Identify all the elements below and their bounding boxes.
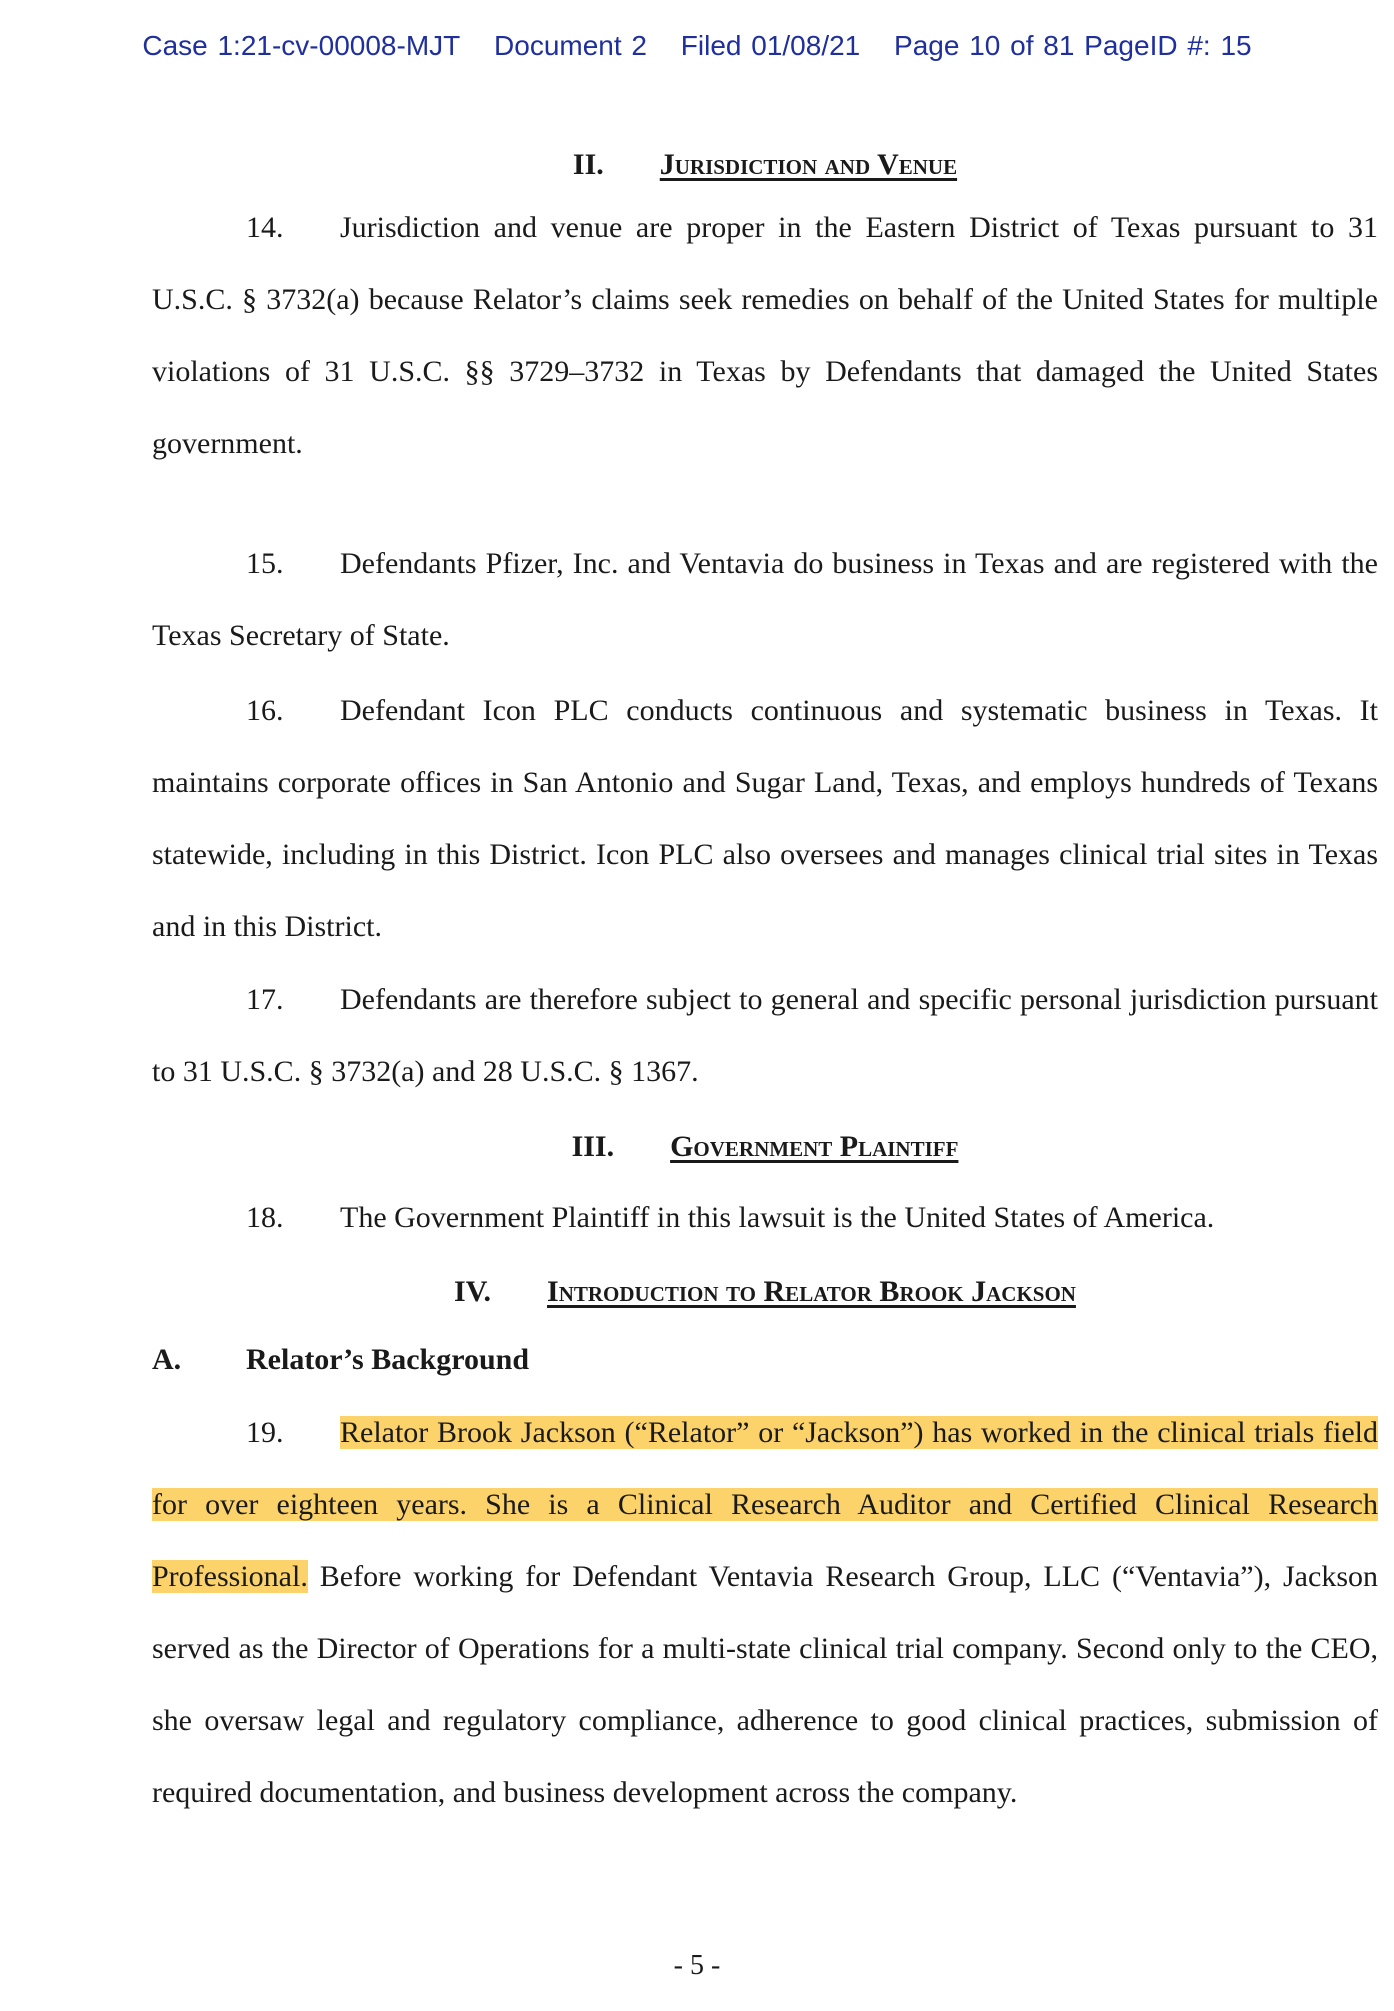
paragraph-number: 19. xyxy=(246,1416,284,1449)
paragraph-text: The Government Plaintiff in this lawsuit is the United States of America. xyxy=(340,1201,1215,1234)
section-number: II. xyxy=(572,148,604,181)
section-title: Introduction to Relator Brook Jackson xyxy=(547,1275,1076,1308)
paragraph-text: Defendant Icon PLC conducts continuous and systematic business in Texas. It maintains corporate offices in San Antonio and Sugar Land, Texas, and employs hundreds of Texans statewide, including in this District. Icon PLC also oversees and manages clinical trial sites in Texas and in this District. xyxy=(152,694,1378,943)
page-id: Page 10 of 81 PageID #: 15 xyxy=(894,30,1252,61)
paragraph-text: Jurisdiction and venue are proper in the Eastern District of Texas pursuant to 31 U.S.C. § 3732(a) because Relator’s claims seek remedies on behalf of the United States for multiple violations of 31 U.S.C. §§ 3729–3732 in Texas by Defendants that damaged the United States government. xyxy=(152,211,1378,460)
paragraph-15 xyxy=(152,528,1378,672)
section-heading-government-plaintiff xyxy=(152,1130,1378,1164)
paragraph-14 xyxy=(152,192,1378,480)
paragraph-number: 14. xyxy=(246,211,284,244)
paragraph-17 xyxy=(152,964,1378,1108)
paragraph-text: Defendants Pfizer, Inc. and Ventavia do business in Texas and are registered with the Texas Secretary of State. xyxy=(152,547,1378,652)
paragraph-16 xyxy=(152,675,1378,963)
paragraph-number: 15. xyxy=(246,547,284,580)
paragraph-19 xyxy=(152,1397,1378,1829)
highlighted-text: Relator Brook Jackson (“Relator” or “Jackson”) has worked in the clinical trials field for over eighteen years. She is a Clinical Research Auditor and Certified Clinical Research Professional. xyxy=(152,1416,1378,1593)
section-number: IV. xyxy=(454,1275,492,1308)
document-number: Document 2 xyxy=(494,30,647,61)
subheading-title: Relator’s Background xyxy=(246,1343,530,1376)
filed-date: Filed 01/08/21 xyxy=(680,30,861,61)
section-number: III. xyxy=(571,1130,615,1163)
paragraph-number: 16. xyxy=(246,694,284,727)
section-heading-jurisdiction xyxy=(152,148,1378,182)
paragraph-text: Before working for Defendant Ventavia Research Group, LLC (“Ventavia”), Jackson served as the Director of Operations for a multi-state clinical trial company. Second only to the CEO, she oversaw legal and regulatory compliance, adherence to good clinical practices, submission of required documentation, and business development across the company. xyxy=(152,1560,1378,1809)
case-number: Case 1:21-cv-00008-MJT xyxy=(142,30,461,61)
subheading-letter: A. xyxy=(152,1343,182,1376)
filing-stamp-header xyxy=(0,30,1394,62)
section-heading-introduction xyxy=(152,1275,1378,1309)
paragraph-18 xyxy=(152,1182,1378,1254)
page-number: - 5 - xyxy=(673,1950,721,1981)
section-title: Jurisdiction and Venue xyxy=(659,148,958,181)
subheading-relators-background xyxy=(152,1343,529,1377)
paragraph-number: 18. xyxy=(246,1201,284,1234)
section-title: Government Plaintiff xyxy=(670,1130,959,1163)
paragraph-text: Defendants are therefore subject to general and specific personal jurisdiction pursuant to 31 U.S.C. § 3732(a) and 28 U.S.C. § 1367. xyxy=(152,983,1378,1088)
paragraph-number: 17. xyxy=(246,983,284,1016)
